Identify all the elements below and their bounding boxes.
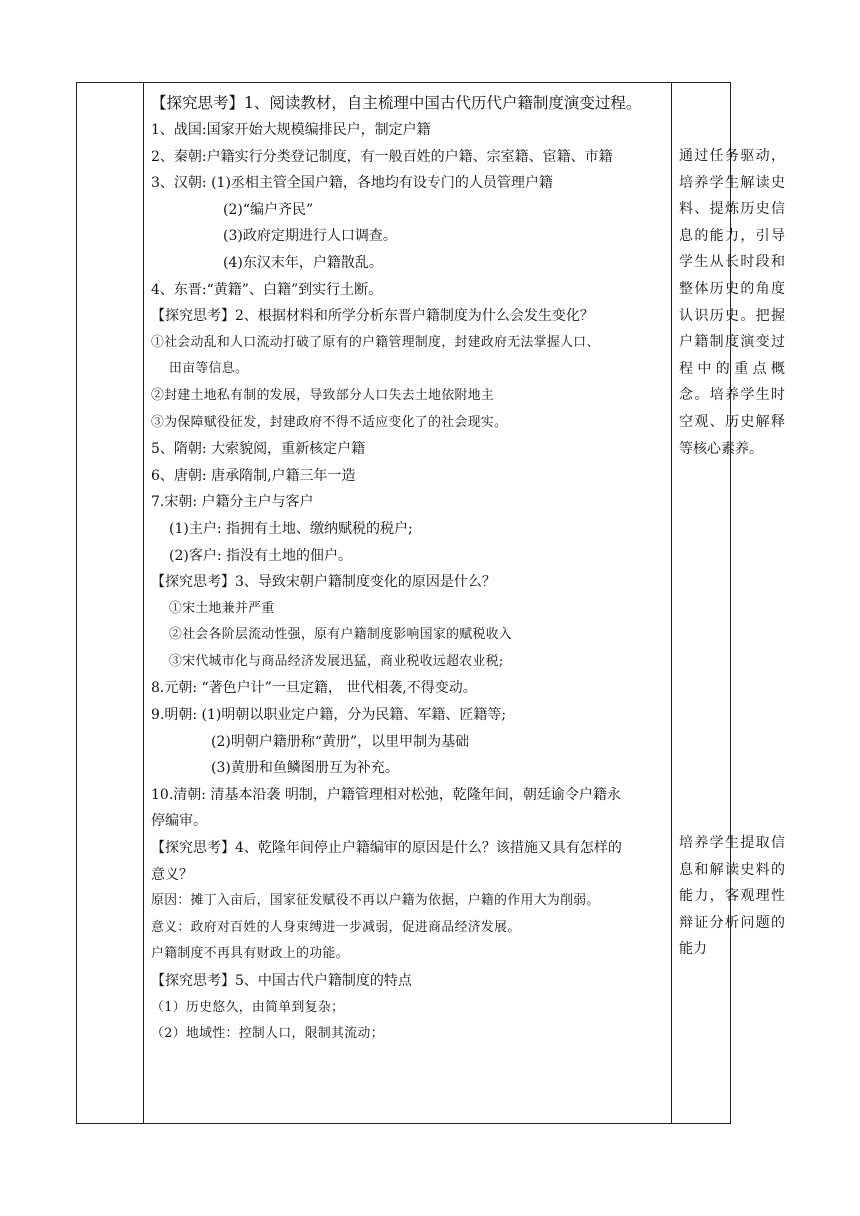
question-4-cont: 意义？ — [151, 866, 193, 883]
answer-5-1: （1）历史悠久，由简单到复杂； — [151, 999, 345, 1015]
question-5: 【探究思考】5、中国古代户籍制度的特点 — [151, 973, 412, 989]
item-ming-3: (3)黄册和鱼鳞图册互为补充。 — [211, 760, 399, 777]
content-body — [144, 83, 671, 1048]
question-2: 【探究思考】2、根据材料和所学分析东晋户籍制度为什么会发生变化？ — [151, 308, 594, 325]
answer-4-meaning: 意义：政府对百姓的人身束缚进一步减弱，促进商品经济发展。 — [151, 919, 521, 935]
question-1: 【探究思考】1、阅读教材，自主梳理中国古代历代户籍制度演变过程。 — [151, 94, 642, 112]
item-han-2: (2)“编户齐民” — [223, 201, 314, 218]
answer-5-2: （2）地域性：控制人口，限制其流动； — [151, 1026, 384, 1042]
item-tang: 6、唐朝: 唐承隋制,户籍三年一造 — [151, 467, 356, 484]
item-han: 3、汉朝: (1)丞相主管全国户籍，各地均有设专门的人员管理户籍 — [151, 175, 553, 192]
item-qing: 10.清朝: 清基本沿袭 明制，户籍管理相对松弛，乾隆年间，朝廷谕令户籍永 — [151, 786, 621, 803]
answer-4-reason: 原因：摊丁入亩后，国家征发赋役不再以户籍为依据，户籍的作用大为削弱。 — [151, 893, 600, 909]
item-yuan: 8.元朝: “著色户计”一旦定籍， 世代相袭,不得变动。 — [151, 680, 477, 697]
item-qin: 2、秦朝:户籍实行分类登记制度，有一般百姓的户籍、宗室籍、宦籍、市籍 — [151, 148, 613, 165]
answer-2-1-cont: 田亩等信息。 — [169, 361, 249, 377]
question-4: 【探究思考】4、乾隆年间停止户籍编审的原因是什么？该措施又具有怎样的 — [151, 840, 622, 857]
item-han-3: (3)政府定期进行人口调查。 — [223, 228, 397, 245]
answer-2-2: ②封建土地私有制的发展，导致部分人口失去土地依附地主 — [151, 387, 495, 403]
answer-4-extra: 户籍制度不再具有财政上的功能。 — [151, 946, 349, 962]
item-eastern-jin: 4、东晋:“黄籍”、白籍”到实行土断。 — [151, 281, 383, 298]
item-qing-cont: 停编审。 — [151, 813, 207, 830]
answer-3-1: ①宋土地兼并严重 — [169, 600, 275, 616]
answer-2-1: ①社会动乱和人口流动打破了原有的户籍管理制度，封建政府无法掌握人口、 — [151, 334, 600, 350]
design-note-1: 通过任务驱动，培养学生解读史料、提炼历史信息的能力，引导学生从长时段和整体历史的角度认识历史。把握户籍制度演变过程中的重点概念。培养学生时空观、历史解释等核心素养。 — [679, 148, 785, 457]
content-column-cell — [144, 83, 672, 1124]
item-ming-2: (2)明朝户籍册称“黄册”，以里甲制为基础 — [211, 733, 470, 750]
item-ming: 9.明朝: (1)明朝以职业定户籍，分为民籍、军籍、匠籍等; — [151, 707, 507, 724]
left-column-cell — [77, 83, 144, 1124]
item-warring-states: 1、战国:国家开始大规模编排民户，制定户籍 — [151, 122, 431, 138]
item-song-1: (1)主户: 指拥有土地、缴纳赋税的税户; — [169, 520, 413, 537]
answer-3-2: ②社会各阶层流动性强，原有户籍制度影响国家的赋税收入 — [169, 627, 513, 643]
item-song-2: (2)客户: 指没有土地的佃户。 — [169, 547, 352, 564]
item-han-4: (4)东汉末年，户籍散乱。 — [223, 254, 383, 271]
item-song: 7.宋朝: 户籍分主户与客户 — [151, 494, 314, 511]
design-note-2: 培养学生提取信息和解读史料的能力，客观理性辩证分析问题的能力 — [679, 835, 785, 958]
answer-2-3: ③为保障赋役征发，封建政府不得不适应变化了的社会现实。 — [151, 414, 508, 430]
answer-3-3: ③宋代城市化与商品经济发展迅猛，商业税收远超农业税; — [169, 653, 504, 669]
item-sui: 5、隋朝: 大索貌阅，重新核定户籍 — [151, 441, 366, 458]
question-3: 【探究思考】3、导致宋朝户籍制度变化的原因是什么？ — [151, 574, 496, 591]
lesson-table — [76, 82, 731, 1124]
